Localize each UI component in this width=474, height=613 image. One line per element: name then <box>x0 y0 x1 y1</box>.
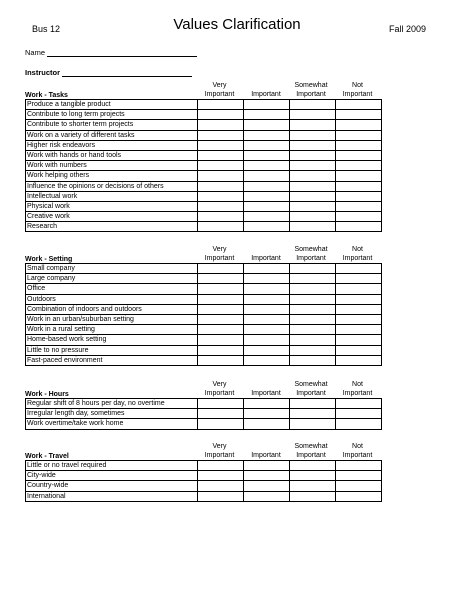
table-row <box>26 304 382 314</box>
section-work-tasks <box>25 81 381 232</box>
rating-cell-not-important[interactable] <box>336 181 382 191</box>
row-label: Work on a variety of different tasks <box>26 130 198 140</box>
row-label: Work helping others <box>26 171 198 181</box>
rating-cell-somewhat-important[interactable] <box>290 294 336 304</box>
rating-cell-somewhat-important[interactable] <box>290 212 336 222</box>
rating-cell-very-important[interactable] <box>198 222 244 232</box>
instructor-field[interactable] <box>25 68 192 77</box>
rating-cell-important[interactable] <box>244 110 290 120</box>
rating-cell-not-important[interactable] <box>336 481 382 491</box>
row-label: Physical work <box>26 201 198 211</box>
table-row <box>26 491 382 501</box>
rating-cell-somewhat-important[interactable] <box>290 355 336 365</box>
table-row <box>26 100 382 110</box>
page-title: Values Clarification <box>173 16 301 33</box>
rating-cell-very-important[interactable] <box>198 120 244 130</box>
rating-cell-important[interactable] <box>244 222 290 232</box>
col-important: Important <box>251 91 281 98</box>
row-label: Influence the opinions or decisions of others <box>26 181 198 191</box>
rating-cell-somewhat-important[interactable] <box>290 304 336 314</box>
rating-cell-not-important[interactable] <box>336 284 382 294</box>
rating-cell-not-important[interactable] <box>336 294 382 304</box>
rating-cell-very-important[interactable] <box>198 335 244 345</box>
rating-cell-not-important[interactable] <box>336 120 382 130</box>
col-important: Important <box>251 390 281 397</box>
rating-cell-very-important[interactable] <box>198 355 244 365</box>
row-label: Work with numbers <box>26 161 198 171</box>
rating-cell-somewhat-important[interactable] <box>290 274 336 284</box>
table-row <box>26 284 382 294</box>
table-row <box>26 171 382 181</box>
rating-cell-somewhat-important[interactable] <box>290 191 336 201</box>
rating-cell-not-important[interactable] <box>336 212 382 222</box>
rating-table <box>25 263 382 366</box>
row-label: International <box>26 491 198 501</box>
rating-cell-important[interactable] <box>244 355 290 365</box>
rating-cell-not-important[interactable] <box>336 222 382 232</box>
table-row <box>26 314 382 324</box>
rating-cell-very-important[interactable] <box>198 212 244 222</box>
rating-cell-not-important[interactable] <box>336 399 382 409</box>
rating-cell-very-important[interactable] <box>198 399 244 409</box>
table-row <box>26 120 382 130</box>
rating-cell-very-important[interactable] <box>198 161 244 171</box>
rating-cell-not-important[interactable] <box>336 345 382 355</box>
rating-cell-somewhat-important[interactable] <box>290 399 336 409</box>
rating-cell-somewhat-important[interactable] <box>290 419 336 429</box>
section-title: Work - Setting <box>25 256 73 263</box>
rating-cell-not-important[interactable] <box>336 461 382 471</box>
rating-cell-important[interactable] <box>244 212 290 222</box>
rating-cell-somewhat-important[interactable] <box>290 409 336 419</box>
rating-cell-important[interactable] <box>244 140 290 150</box>
row-label: Regular shift of 8 hours per day, no overtime <box>26 399 198 409</box>
rating-cell-somewhat-important[interactable] <box>290 461 336 471</box>
rating-cell-not-important[interactable] <box>336 110 382 120</box>
table-row <box>26 399 382 409</box>
col-somewhat-important: Somewhat Important <box>294 443 328 459</box>
rating-cell-important[interactable] <box>244 399 290 409</box>
table-row <box>26 481 382 491</box>
table-row <box>26 461 382 471</box>
rating-cell-very-important[interactable] <box>198 264 244 274</box>
rating-cell-somewhat-important[interactable] <box>290 314 336 324</box>
rating-cell-somewhat-important[interactable] <box>290 284 336 294</box>
rating-cell-important[interactable] <box>244 181 290 191</box>
col-very-important: Very Important <box>204 381 235 397</box>
rating-cell-somewhat-important[interactable] <box>290 100 336 110</box>
rating-cell-important[interactable] <box>244 409 290 419</box>
rating-cell-important[interactable] <box>244 150 290 160</box>
section-work-setting <box>25 245 381 366</box>
rating-cell-not-important[interactable] <box>336 355 382 365</box>
rating-cell-somewhat-important[interactable] <box>290 150 336 160</box>
rating-cell-not-important[interactable] <box>336 161 382 171</box>
col-not-important: Not Important <box>342 82 373 98</box>
rating-cell-very-important[interactable] <box>198 345 244 355</box>
rating-cell-important[interactable] <box>244 325 290 335</box>
row-label: Fast-paced environment <box>26 355 198 365</box>
rating-cell-important[interactable] <box>244 161 290 171</box>
row-label: Large company <box>26 274 198 284</box>
rating-cell-somewhat-important[interactable] <box>290 181 336 191</box>
rating-cell-somewhat-important[interactable] <box>290 491 336 501</box>
row-label: Home-based work setting <box>26 335 198 345</box>
rating-cell-important[interactable] <box>244 304 290 314</box>
col-somewhat-important: Somewhat Important <box>294 82 328 98</box>
rating-cell-very-important[interactable] <box>198 461 244 471</box>
row-label: Creative work <box>26 212 198 222</box>
table-row <box>26 355 382 365</box>
rating-cell-very-important[interactable] <box>198 491 244 501</box>
row-label: Intellectual work <box>26 191 198 201</box>
col-important: Important <box>251 255 281 262</box>
rating-cell-somewhat-important[interactable] <box>290 471 336 481</box>
rating-cell-somewhat-important[interactable] <box>290 161 336 171</box>
row-label: City-wide <box>26 471 198 481</box>
rating-cell-important[interactable] <box>244 345 290 355</box>
instructor-line[interactable] <box>62 69 192 77</box>
row-label: Irregular length day, sometimes <box>26 409 198 419</box>
col-very-important: Very Important <box>204 82 235 98</box>
rating-cell-not-important[interactable] <box>336 130 382 140</box>
rating-cell-important[interactable] <box>244 481 290 491</box>
table-row <box>26 294 382 304</box>
col-very-important: Very Important <box>204 443 235 459</box>
table-row <box>26 110 382 120</box>
rating-cell-not-important[interactable] <box>336 171 382 181</box>
rating-cell-very-important[interactable] <box>198 201 244 211</box>
row-label: Work in a rural setting <box>26 325 198 335</box>
table-row <box>26 264 382 274</box>
rating-cell-not-important[interactable] <box>336 140 382 150</box>
rating-cell-not-important[interactable] <box>336 335 382 345</box>
column-headers <box>25 245 381 263</box>
rating-cell-somewhat-important[interactable] <box>290 171 336 181</box>
row-label: Contribute to shorter term projects <box>26 120 198 130</box>
name-field[interactable] <box>25 48 197 57</box>
row-label: Office <box>26 284 198 294</box>
rating-cell-very-important[interactable] <box>198 130 244 140</box>
rating-cell-very-important[interactable] <box>198 191 244 201</box>
table-row <box>26 345 382 355</box>
rating-cell-very-important[interactable] <box>198 325 244 335</box>
row-label: Country-wide <box>26 481 198 491</box>
rating-cell-somewhat-important[interactable] <box>290 481 336 491</box>
row-label: Work with hands or hand tools <box>26 150 198 160</box>
rating-cell-important[interactable] <box>244 171 290 181</box>
rating-cell-somewhat-important[interactable] <box>290 325 336 335</box>
table-row <box>26 335 382 345</box>
col-somewhat-important: Somewhat Important <box>294 381 328 397</box>
table-row <box>26 222 382 232</box>
rating-cell-somewhat-important[interactable] <box>290 345 336 355</box>
row-label: Contribute to long term projects <box>26 110 198 120</box>
col-not-important: Not Important <box>342 443 373 459</box>
rating-cell-very-important[interactable] <box>198 150 244 160</box>
row-label: Work overtime/take work home <box>26 419 198 429</box>
rating-cell-somewhat-important[interactable] <box>290 130 336 140</box>
table-row <box>26 161 382 171</box>
table-row <box>26 471 382 481</box>
row-label: Work in an urban/suburban setting <box>26 314 198 324</box>
column-headers <box>25 380 381 398</box>
row-label: Higher risk endeavors <box>26 140 198 150</box>
table-row <box>26 274 382 284</box>
rating-cell-somewhat-important[interactable] <box>290 201 336 211</box>
rating-cell-important[interactable] <box>244 491 290 501</box>
row-label: Outdoors <box>26 294 198 304</box>
table-row <box>26 409 382 419</box>
rating-cell-important[interactable] <box>244 264 290 274</box>
row-label: Combination of indoors and outdoors <box>26 304 198 314</box>
table-row <box>26 191 382 201</box>
column-headers <box>25 442 381 460</box>
rating-table <box>25 460 382 502</box>
rating-cell-somewhat-important[interactable] <box>290 335 336 345</box>
table-row <box>26 140 382 150</box>
rating-cell-very-important[interactable] <box>198 284 244 294</box>
rating-cell-somewhat-important[interactable] <box>290 264 336 274</box>
rating-cell-very-important[interactable] <box>198 481 244 491</box>
rating-cell-very-important[interactable] <box>198 304 244 314</box>
rating-cell-very-important[interactable] <box>198 100 244 110</box>
rating-cell-important[interactable] <box>244 335 290 345</box>
table-row <box>26 181 382 191</box>
column-headers <box>25 81 381 99</box>
col-not-important: Not Important <box>342 246 373 262</box>
rating-table <box>25 99 382 232</box>
term-label: Fall 2009 <box>388 24 426 34</box>
rating-cell-somewhat-important[interactable] <box>290 140 336 150</box>
section-work-hours <box>25 380 381 430</box>
rating-cell-not-important[interactable] <box>336 304 382 314</box>
row-label: Research <box>26 222 198 232</box>
rating-cell-very-important[interactable] <box>198 471 244 481</box>
rating-cell-not-important[interactable] <box>336 100 382 110</box>
row-label: Produce a tangible product <box>26 100 198 110</box>
rating-cell-very-important[interactable] <box>198 294 244 304</box>
rating-cell-not-important[interactable] <box>336 314 382 324</box>
rating-cell-important[interactable] <box>244 284 290 294</box>
col-not-important: Not Important <box>342 381 373 397</box>
table-row <box>26 419 382 429</box>
section-title: Work - Travel <box>25 453 69 460</box>
rating-cell-very-important[interactable] <box>198 110 244 120</box>
col-very-important: Very Important <box>204 246 235 262</box>
table-row <box>26 212 382 222</box>
rating-cell-not-important[interactable] <box>336 419 382 429</box>
col-important: Important <box>251 452 281 459</box>
rating-cell-very-important[interactable] <box>198 171 244 181</box>
rating-cell-important[interactable] <box>244 419 290 429</box>
rating-cell-not-important[interactable] <box>336 150 382 160</box>
rating-table <box>25 398 382 430</box>
table-row <box>26 201 382 211</box>
rating-cell-not-important[interactable] <box>336 409 382 419</box>
rating-cell-not-important[interactable] <box>336 325 382 335</box>
rating-cell-somewhat-important[interactable] <box>290 222 336 232</box>
rating-cell-important[interactable] <box>244 130 290 140</box>
rating-cell-somewhat-important[interactable] <box>290 120 336 130</box>
rating-cell-important[interactable] <box>244 120 290 130</box>
col-somewhat-important: Somewhat Important <box>294 246 328 262</box>
rating-cell-important[interactable] <box>244 461 290 471</box>
section-title: Work - Hours <box>25 391 69 398</box>
rating-cell-not-important[interactable] <box>336 264 382 274</box>
instructor-label: Instructor <box>25 68 61 77</box>
rating-cell-important[interactable] <box>244 100 290 110</box>
section-title: Work - Tasks <box>25 92 68 99</box>
rating-cell-very-important[interactable] <box>198 181 244 191</box>
rating-cell-important[interactable] <box>244 314 290 324</box>
rating-cell-very-important[interactable] <box>198 140 244 150</box>
rating-cell-not-important[interactable] <box>336 491 382 501</box>
rating-cell-important[interactable] <box>244 471 290 481</box>
row-label: Little or no travel required <box>26 461 198 471</box>
rating-cell-very-important[interactable] <box>198 274 244 284</box>
rating-cell-important[interactable] <box>244 294 290 304</box>
row-label: Small company <box>26 264 198 274</box>
rating-cell-important[interactable] <box>244 191 290 201</box>
rating-cell-very-important[interactable] <box>198 409 244 419</box>
name-label: Name <box>25 48 46 57</box>
rating-cell-not-important[interactable] <box>336 201 382 211</box>
name-line[interactable] <box>47 49 197 57</box>
table-row <box>26 130 382 140</box>
table-row <box>26 150 382 160</box>
rating-cell-not-important[interactable] <box>336 274 382 284</box>
rating-cell-important[interactable] <box>244 201 290 211</box>
course-code: Bus 12 <box>32 24 61 34</box>
section-work-travel <box>25 442 381 502</box>
rating-cell-important[interactable] <box>244 274 290 284</box>
rating-cell-very-important[interactable] <box>198 419 244 429</box>
row-label: Little to no pressure <box>26 345 198 355</box>
rating-cell-not-important[interactable] <box>336 191 382 201</box>
table-row <box>26 325 382 335</box>
rating-cell-very-important[interactable] <box>198 314 244 324</box>
rating-cell-somewhat-important[interactable] <box>290 110 336 120</box>
rating-cell-not-important[interactable] <box>336 471 382 481</box>
